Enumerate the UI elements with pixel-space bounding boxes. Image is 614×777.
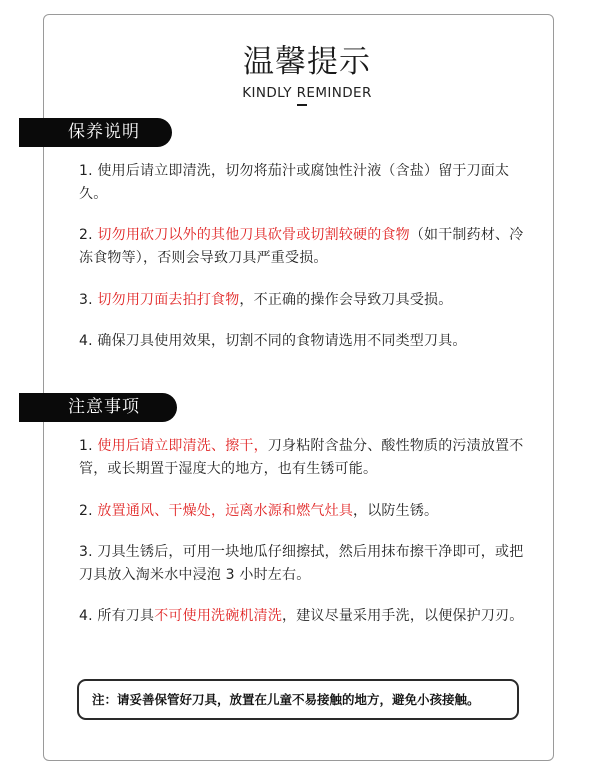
item-text: 2. [79,227,98,243]
maintenance-item-2 [79,224,529,270]
item-text: 4. 确保刀具使用效果，切割不同的食物请选用不同类型刀具。 [79,333,467,349]
item-text: 3. 刀具生锈后，可用一块地瓜仔细擦拭，然后用抹布擦干净即可，或把刀具放入淘米水中浸泡 3 小时左右。 [79,544,524,583]
title-divider [297,104,307,106]
item-text: ，建议尽量采用手洗，以便保护刀刃。 [282,608,524,624]
item-text: 4. 所有刀具 [79,608,155,624]
precaution-item-3 [79,541,529,587]
precaution-item-2 [79,500,529,523]
precaution-item-1 [79,435,529,481]
item-warning-text: 切勿用刀面去拍打食物 [97,292,240,308]
page-subtitle: KINDLY REMINDER [242,85,372,101]
item-warning-text: 使用后请立即清洗、擦干， [97,438,268,454]
item-text: 刀身粘附含盐分、酸性物质的污渍放置不管，或长期置于湿度大的地方，也有生锈可能。 [79,438,524,477]
item-text: 1. [79,438,98,454]
maintenance-item-1 [79,160,529,206]
item-warning-text: 不可使用洗碗机清洗 [154,608,283,624]
item-text: ，不正确的操作会导致刀具受损。 [239,292,453,308]
page-title: 温馨提示 [243,44,371,80]
item-warning-text: 切勿用砍刀以外的其他刀具砍骨或切割较硬的食物 [97,227,410,243]
item-text: 2. [79,503,98,519]
maintenance-item-3 [79,289,529,312]
item-text: ，以防生锈。 [353,503,439,519]
safety-note: 注：请妥善保管好刀具，放置在儿童不易接触的地方，避免小孩接触。 [77,679,519,720]
section-heading-precautions: 注意事项 [19,393,177,422]
precaution-item-4 [79,605,529,628]
item-text: （如干制药材、冷冻食物等），否则会导致刀具严重受损。 [79,227,524,266]
section-heading-maintenance: 保养说明 [19,118,172,147]
item-text: 1. 使用后请立即清洗，切勿将茄汁或腐蚀性汁液（含盐）留于刀面太久。 [79,163,510,202]
item-text: 3. [79,292,98,308]
item-warning-text: 放置通风、干燥处，远离水源和燃气灶具 [97,503,354,519]
maintenance-item-4 [79,330,529,353]
